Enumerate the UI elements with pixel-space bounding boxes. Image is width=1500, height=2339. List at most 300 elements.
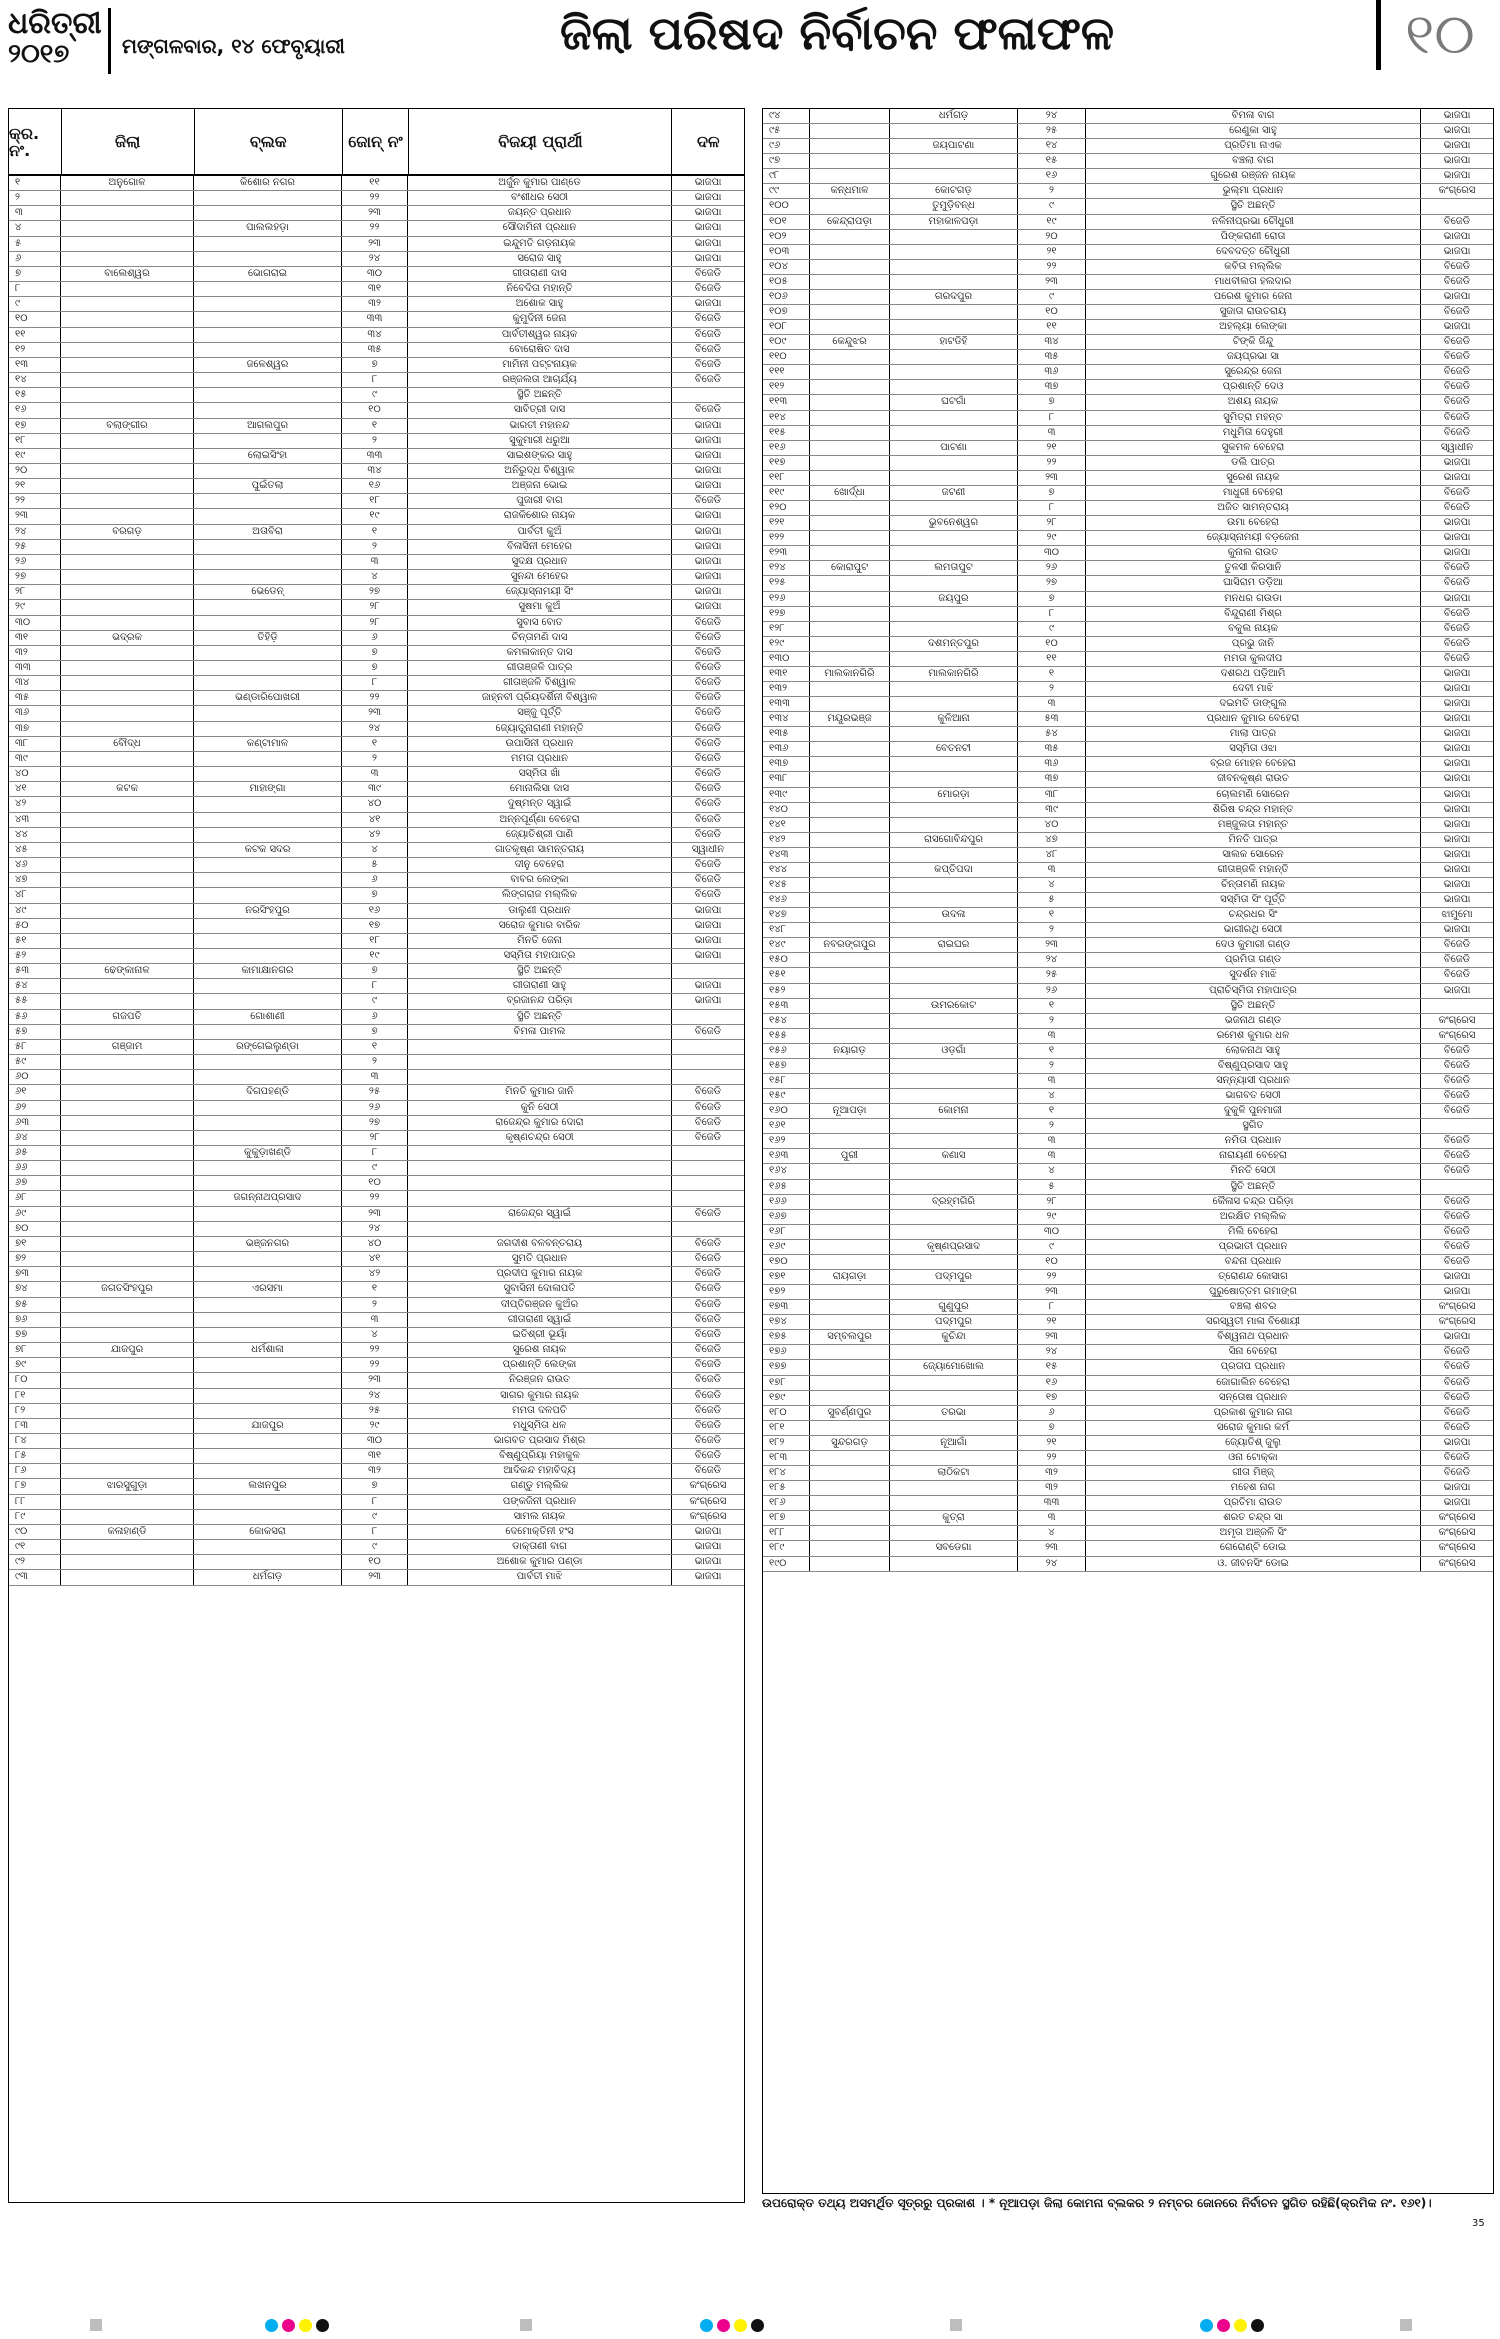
district-cell bbox=[61, 934, 194, 948]
winner-cell: ଓନା ଟୋକ୍କା bbox=[1086, 1451, 1421, 1465]
zone-cell: ୧୦ bbox=[1018, 637, 1086, 651]
party-cell: ଭାଜପା bbox=[1443, 863, 1471, 875]
district-cell bbox=[810, 772, 890, 786]
district-cell bbox=[61, 479, 194, 493]
zone-cell: ୨ bbox=[342, 434, 408, 448]
zone-cell: ୨୬ bbox=[1018, 984, 1086, 998]
serial-cell: ୫ bbox=[9, 237, 61, 251]
block-cell bbox=[194, 328, 342, 342]
district-cell bbox=[810, 456, 890, 470]
winner-cell: ନିବେଦିତା ମହାନ୍ତି bbox=[408, 282, 672, 296]
district-cell bbox=[61, 221, 194, 235]
party-cell: ବିଜେଡି bbox=[694, 1344, 722, 1356]
winner-cell bbox=[408, 1161, 672, 1175]
serial-cell: ୧୫୩ bbox=[763, 999, 810, 1013]
zone-cell: ୧ bbox=[342, 737, 408, 751]
district-cell bbox=[810, 1074, 890, 1088]
zone-cell: ୭ bbox=[342, 661, 408, 675]
district-cell bbox=[61, 540, 194, 554]
winner-cell: ସରୋଜ କୁମାର କର୍ମ bbox=[1086, 1421, 1421, 1435]
registration-marks bbox=[1400, 2318, 1412, 2332]
winner-cell: ସୁରେଶ ନାୟକ bbox=[408, 1343, 672, 1357]
zone-cell: ୨୩ bbox=[1018, 1541, 1086, 1555]
newspaper-logo[interactable] bbox=[8, 8, 108, 72]
winner-cell: ଅନ୍ନପୂର୍ଣ୍ଣା ବେହେରା bbox=[408, 813, 672, 827]
winner-cell: ଭାଗବତ ସେଠୀ bbox=[1086, 1089, 1421, 1103]
block-cell: ଲାଠିକଟା bbox=[890, 1466, 1018, 1480]
party-cell: ବିଜେଡି bbox=[694, 1101, 722, 1113]
winner-cell: ସାଗର କୁମାର ନାୟକ bbox=[408, 1389, 672, 1403]
zone-cell: ୩୯ bbox=[1018, 803, 1086, 817]
block-cell bbox=[890, 1451, 1018, 1465]
table-row bbox=[763, 682, 1493, 697]
table-row bbox=[9, 1070, 744, 1085]
serial-cell: ୬୩ bbox=[9, 1116, 61, 1130]
block-cell bbox=[194, 858, 342, 872]
winner-cell: ଇନ୍ଦୁମତି ଗଡ଼ନାୟକ bbox=[408, 237, 672, 251]
winner-cell: ପ୍ରତିମା ନାଏକ bbox=[1086, 139, 1421, 153]
serial-cell: ୧୮ bbox=[9, 434, 61, 448]
block-cell bbox=[890, 652, 1018, 666]
party-cell: ବିଜେଡି bbox=[694, 752, 722, 764]
district-cell: ରାୟଗଡ଼ା bbox=[810, 1270, 890, 1284]
serial-cell: ୧୬୯ bbox=[763, 1240, 810, 1254]
winner-cell: ଜଗଦୀଶ ବଳବନ୍ତରାୟ bbox=[408, 1237, 672, 1251]
serial-cell: ୬୯ bbox=[9, 1207, 61, 1221]
block-cell: ନରସିଂହପୁର bbox=[194, 904, 342, 918]
table-row bbox=[763, 531, 1493, 546]
winner-cell: ମିନତି ସେଠୀ bbox=[1086, 1164, 1421, 1178]
district-cell bbox=[810, 1376, 890, 1390]
serial-cell: ୮୪ bbox=[9, 1434, 61, 1448]
party-cell bbox=[1421, 199, 1493, 213]
winner-cell: ରମେଶ କୁମାର ଧଳ bbox=[1086, 1029, 1421, 1043]
serial-cell: ୧୨୬ bbox=[763, 592, 810, 606]
party-cell: କଂଗ୍ରେସ bbox=[689, 1510, 727, 1522]
zone-cell: ୮ bbox=[342, 1525, 408, 1539]
party-cell: ବିଜେଡି bbox=[1443, 1195, 1471, 1207]
party-cell: କଂଗ୍ରେସ bbox=[1438, 1316, 1476, 1328]
winner-cell: ଜୀବନକୃଷ୍ଣ ରାଉତ bbox=[1086, 772, 1421, 786]
winner-cell: ଜ୍ୟୋତ୍ସ୍ନାରାଣୀ ମହାନ୍ତି bbox=[408, 722, 672, 736]
block-cell bbox=[194, 873, 342, 887]
table-row bbox=[763, 124, 1493, 139]
zone-cell: ୬ bbox=[342, 631, 408, 645]
table-row bbox=[9, 873, 744, 888]
table-row bbox=[9, 843, 744, 858]
zone-cell: ୩ bbox=[1018, 863, 1086, 877]
cyan-dot bbox=[1200, 2319, 1213, 2332]
table-row bbox=[763, 1360, 1493, 1375]
gray-square bbox=[90, 2319, 102, 2331]
winner-cell: ଲିଙ୍ଗରାଜ ମଲ୍ଲିକ bbox=[408, 888, 672, 902]
district-cell bbox=[61, 237, 194, 251]
zone-cell: ୧୦ bbox=[342, 1555, 408, 1569]
table-row bbox=[9, 358, 744, 373]
block-cell bbox=[194, 813, 342, 827]
table-row bbox=[763, 546, 1493, 561]
district-cell bbox=[61, 1191, 194, 1205]
table-row bbox=[763, 1059, 1493, 1074]
party-cell: ଭାଜପା bbox=[694, 904, 722, 916]
table-row bbox=[9, 1373, 744, 1388]
party-cell: ଭାଜପା bbox=[694, 177, 722, 188]
district-cell bbox=[810, 139, 890, 153]
block-cell: ରଙ୍ଗେଇଲୁଣ୍ଡା bbox=[194, 1040, 342, 1054]
zone-cell: ୪୭ bbox=[1018, 833, 1086, 847]
district-cell bbox=[61, 206, 194, 220]
table-row bbox=[9, 767, 744, 782]
table-row bbox=[9, 1540, 744, 1555]
zone-cell: ୩୩ bbox=[342, 312, 408, 326]
serial-cell: ୧୪୨ bbox=[763, 833, 810, 847]
table-row bbox=[9, 509, 744, 524]
block-cell bbox=[890, 501, 1018, 515]
winner-cell: ନଳିନୀପ୍ରଭା ଚୌଧୁରୀ bbox=[1086, 215, 1421, 229]
party-cell: ଭାଜପା bbox=[694, 949, 722, 961]
party-cell: ବିଜେଡି bbox=[1443, 336, 1471, 348]
zone-cell: ୨ bbox=[1018, 1059, 1086, 1073]
zone-cell: ୪ bbox=[1018, 1164, 1086, 1178]
district-cell bbox=[810, 441, 890, 455]
serial-cell: ୯୮ bbox=[763, 169, 810, 183]
party-cell: ଭାଜପା bbox=[694, 510, 722, 522]
serial-cell: ୨୦ bbox=[9, 464, 61, 478]
winner-cell: ଦେବୀ ମାଝି bbox=[1086, 682, 1421, 696]
winner-cell: ଗଣ୍ଡୁ ମଲ୍ଲିକ bbox=[408, 1479, 672, 1493]
block-cell bbox=[194, 1434, 342, 1448]
table-row bbox=[9, 1116, 744, 1131]
winner-cell: ସୁକୁମାରୀ ଧରୁଆ bbox=[408, 434, 672, 448]
serial-cell: ୫୭ bbox=[9, 1025, 61, 1039]
party-cell: କଂଗ୍ରେସ bbox=[1438, 1029, 1476, 1041]
zone-cell: ୧ bbox=[1018, 999, 1086, 1013]
table-row bbox=[763, 1180, 1493, 1195]
serial-cell: ୧୨୧ bbox=[763, 516, 810, 530]
block-cell bbox=[890, 576, 1018, 590]
winner-cell: ଭାରତୀ ମହାନନ୍ଦ bbox=[408, 419, 672, 433]
block-cell bbox=[194, 919, 342, 933]
serial-cell: ୯୪ bbox=[763, 109, 810, 123]
serial-cell: ୧୩୦ bbox=[763, 652, 810, 666]
block-cell bbox=[194, 994, 342, 1008]
block-cell: ଲମତାପୁଟ bbox=[890, 561, 1018, 575]
zone-cell: ୯ bbox=[342, 994, 408, 1008]
party-cell: ବିଜେଡି bbox=[694, 813, 722, 825]
zone-cell: ୧ bbox=[342, 1040, 408, 1054]
winner-cell: ଦୀପ୍ତିରଞ୍ଜନ କୁଅଁର bbox=[408, 1298, 672, 1312]
table-row bbox=[9, 1570, 744, 1585]
block-cell: କଣ୍ଟାମାଳ bbox=[194, 737, 342, 751]
party-cell: ଭାଜପା bbox=[694, 237, 722, 249]
district-cell bbox=[810, 109, 890, 123]
winner-cell: ସୁରେନ୍ଦ୍ର ଜେନା bbox=[1086, 365, 1421, 379]
serial-cell: ୧୮୦ bbox=[763, 1406, 810, 1420]
zone-cell: ୪୦ bbox=[342, 1237, 408, 1251]
winner-cell: ପ୍ରତାପ ପ୍ରଧାନ bbox=[1086, 1360, 1421, 1374]
winner-cell: ବିଷ୍ଣୁପ୍ରିୟା ମହାକୁଳ bbox=[408, 1449, 672, 1463]
zone-cell: ୨୨ bbox=[342, 191, 408, 205]
winner-cell: ବୋରୋଷିତ ଦାସ bbox=[408, 343, 672, 357]
winner-cell bbox=[408, 1191, 672, 1205]
zone-cell: ୧୯ bbox=[342, 509, 408, 523]
table-row bbox=[763, 1496, 1493, 1511]
zone-cell: ୨୨ bbox=[1018, 1270, 1086, 1284]
block-cell bbox=[890, 546, 1018, 560]
block-cell bbox=[194, 1161, 342, 1175]
winner-cell: ସୁକମଳ ବେହେରା bbox=[1086, 441, 1421, 455]
table-row bbox=[763, 803, 1493, 818]
winner-cell: ସ୍ଥିତି ଅଛନ୍ତି bbox=[1086, 999, 1421, 1013]
district-cell bbox=[810, 1526, 890, 1540]
block-cell bbox=[890, 984, 1018, 998]
winner-cell: ଚୋଲମଣି ସୋରେନ bbox=[1086, 788, 1421, 802]
zone-cell: ୩୦ bbox=[342, 1434, 408, 1448]
table-row bbox=[9, 1389, 744, 1404]
serial-cell: ୧୭୬ bbox=[763, 1345, 810, 1359]
block-cell: ଭଞ୍ଜନଗର bbox=[194, 1237, 342, 1251]
serial-cell: ୫୦ bbox=[9, 919, 61, 933]
party-cell: ଭାଜପା bbox=[1443, 682, 1471, 694]
block-cell: ମୋରଡ଼ା bbox=[890, 788, 1018, 802]
table-row bbox=[9, 1146, 744, 1161]
winner-cell: ଗୀତାଞ୍ଜଳି ପାତ୍ର bbox=[408, 661, 672, 675]
block-cell bbox=[890, 803, 1018, 817]
winner-cell: ଚିନ୍ତାମଣି ଦାସ bbox=[408, 631, 672, 645]
serial-cell: ୧୩ bbox=[9, 358, 61, 372]
serial-cell: ୧୨୩ bbox=[763, 546, 810, 560]
block-cell bbox=[890, 275, 1018, 289]
winner-cell: ପ୍ରଭାତୀ ପ୍ରଧାନ bbox=[1086, 1240, 1421, 1254]
party-cell: ବିଜେଡି bbox=[1443, 1406, 1471, 1418]
party-cell: ବିଜେଡି bbox=[1443, 1210, 1471, 1222]
party-cell: ଭାଜପା bbox=[1443, 125, 1471, 137]
block-cell bbox=[194, 343, 342, 357]
party-cell: ବିଜେଡି bbox=[694, 358, 722, 370]
party-cell: ଭାଜପା bbox=[694, 586, 722, 598]
winner-cell: ଜ୍ୟୋସ୍ନାମୟୀ ସିଂ bbox=[408, 585, 672, 599]
table-row bbox=[763, 441, 1493, 456]
table-row bbox=[9, 1313, 744, 1328]
district-cell bbox=[61, 888, 194, 902]
district-cell: ମାଲକାନଗିରି bbox=[810, 667, 890, 681]
table-row bbox=[9, 1449, 744, 1464]
table-row bbox=[9, 1525, 744, 1540]
block-cell bbox=[194, 676, 342, 690]
winner-cell: ଶିରିଷ ଚନ୍ଦ୍ର ମହାନ୍ତ bbox=[1086, 803, 1421, 817]
serial-cell: ୫୬ bbox=[9, 1010, 61, 1024]
zone-cell: ୧୭ bbox=[342, 919, 408, 933]
zone-cell: ୩ bbox=[1018, 1511, 1086, 1525]
block-cell bbox=[194, 722, 342, 736]
winner-cell: ମିନତି ଜେନା bbox=[408, 934, 672, 948]
district-cell bbox=[61, 1419, 194, 1433]
party-cell: ବିଜେଡି bbox=[694, 1268, 722, 1280]
block-cell bbox=[194, 1495, 342, 1509]
winner-cell bbox=[408, 1070, 672, 1084]
district-cell bbox=[61, 600, 194, 614]
district-cell bbox=[61, 1510, 194, 1524]
zone-cell: ୫ bbox=[1018, 1180, 1086, 1194]
winner-cell: ସନ୍ତୋଷ ପ୍ରଧାନ bbox=[1086, 1391, 1421, 1405]
gray-square bbox=[1400, 2319, 1412, 2331]
block-cell: ଧର୍ମଗଡ଼ bbox=[194, 1570, 342, 1584]
district-cell bbox=[61, 661, 194, 675]
serial-cell: ୧୦ bbox=[9, 312, 61, 326]
block-cell bbox=[890, 1255, 1018, 1269]
table-row bbox=[763, 350, 1493, 365]
table-row bbox=[9, 1131, 744, 1146]
district-cell bbox=[810, 1255, 890, 1269]
winner-cell: ମମତା ପ୍ରଧାନ bbox=[408, 752, 672, 766]
winner-cell: ସାବିତ୍ରୀ ଦାସ bbox=[408, 403, 672, 417]
zone-cell: ୨୨ bbox=[1018, 1451, 1086, 1465]
party-cell bbox=[1421, 999, 1493, 1013]
party-cell: ବିଜେଡି bbox=[694, 1237, 722, 1249]
serial-cell: ୧୫୦ bbox=[763, 953, 810, 967]
serial-cell: ୧୦୬ bbox=[763, 290, 810, 304]
winner-cell: ଗୀତାରାଣୀ ସ୍ୱାଇଁ bbox=[408, 1313, 672, 1327]
table-row bbox=[763, 1315, 1493, 1330]
serial-cell: ୧୬ bbox=[9, 403, 61, 417]
table-row bbox=[763, 607, 1493, 622]
table-row bbox=[9, 312, 744, 327]
serial-cell: ୬୭ bbox=[9, 1176, 61, 1190]
winner-cell: ଗୀତାରାଣୀ ସାହୁ bbox=[408, 979, 672, 993]
district-cell: ନୂଆପଡ଼ା bbox=[810, 1104, 890, 1118]
block-cell bbox=[194, 1389, 342, 1403]
zone-cell: ୩ bbox=[342, 1070, 408, 1084]
district-cell bbox=[810, 1300, 890, 1314]
zone-cell: ୨୨ bbox=[342, 1191, 408, 1205]
zone-cell: ୨୨ bbox=[342, 221, 408, 235]
party-cell: ଭାଜପା bbox=[1443, 788, 1471, 800]
party-cell: ବିଜେଡି bbox=[694, 874, 722, 886]
district-cell: ଗଞ୍ଜାମ bbox=[61, 1040, 194, 1054]
block-cell bbox=[194, 752, 342, 766]
party-cell: ଭାଜପା bbox=[694, 222, 722, 234]
party-cell: ବିଜେଡି bbox=[1443, 381, 1471, 393]
party-cell: ବିଜେଡି bbox=[1443, 622, 1471, 634]
table-row bbox=[9, 782, 744, 797]
masthead bbox=[0, 0, 1500, 82]
zone-cell: ୪୮ bbox=[1018, 848, 1086, 862]
block-cell bbox=[194, 1207, 342, 1221]
party-cell: ବିଜେଡି bbox=[1443, 215, 1471, 227]
district-cell bbox=[810, 124, 890, 138]
serial-cell: ୩୬ bbox=[9, 706, 61, 720]
zone-cell: ୨୩ bbox=[342, 706, 408, 720]
zone-cell: ୨୪ bbox=[1018, 1345, 1086, 1359]
block-cell bbox=[890, 607, 1018, 621]
block-cell bbox=[194, 1358, 342, 1372]
table-row bbox=[763, 199, 1493, 214]
serial-cell: ୧୮୯ bbox=[763, 1541, 810, 1555]
table-row bbox=[9, 676, 744, 691]
district-cell bbox=[61, 676, 194, 690]
table-row bbox=[9, 616, 744, 631]
block-cell bbox=[890, 350, 1018, 364]
party-cell: ଭାଜପା bbox=[1443, 547, 1471, 559]
table-row bbox=[763, 1270, 1493, 1285]
party-cell: ଭାଜପା bbox=[694, 1571, 722, 1583]
page-folio: 35 bbox=[1472, 2218, 1485, 2229]
winner-cell: କବିତା ମଲ୍ଲିକ bbox=[1086, 260, 1421, 274]
party-cell: ଭାଜପା bbox=[694, 601, 722, 613]
winner-cell: ସୁଦର୍ଶନ ମାଝି bbox=[1086, 968, 1421, 982]
block-cell bbox=[194, 297, 342, 311]
winner-cell: ବକୁଲ ନାୟକ bbox=[1086, 622, 1421, 636]
serial-cell: ୧୫୪ bbox=[763, 1014, 810, 1028]
table-row bbox=[9, 191, 744, 206]
block-cell bbox=[194, 1373, 342, 1387]
district-cell bbox=[810, 833, 890, 847]
serial-cell: ୧୬୫ bbox=[763, 1180, 810, 1194]
zone-cell: ୧୦ bbox=[1018, 305, 1086, 319]
zone-cell: ୨୬ bbox=[342, 1101, 408, 1115]
serial-cell: ୭୭ bbox=[9, 1328, 61, 1342]
zone-cell: ୩୮ bbox=[1018, 788, 1086, 802]
table-row bbox=[9, 1101, 744, 1116]
block-cell bbox=[194, 1510, 342, 1524]
page-title: ଜିଲା ପରିଷଦ ନିର୍ବାଚନ ଫଳାଫଳ bbox=[560, 6, 1115, 60]
district-cell bbox=[810, 245, 890, 259]
party-cell: ସ୍ୱାଧୀନ bbox=[691, 843, 725, 855]
zone-cell: ୮ bbox=[1018, 411, 1086, 425]
winner-cell: ପୁଜାରୀ ବାଗ bbox=[408, 494, 672, 508]
winner-cell: ଡାଲୁଣୀ ପ୍ରଧାନ bbox=[408, 904, 672, 918]
winner-cell: ସାଲକ ସୋରେନ bbox=[1086, 848, 1421, 862]
party-cell: ଭାଜପା bbox=[1443, 713, 1471, 725]
block-cell: ନୂଆଗାଁ bbox=[890, 1436, 1018, 1450]
winner-cell: ଶରତ ଚନ୍ଦ୍ର ସା bbox=[1086, 1511, 1421, 1525]
district-cell: ଗଜପତି bbox=[61, 1010, 194, 1024]
district-cell bbox=[61, 403, 194, 417]
zone-cell: ୩୦ bbox=[342, 267, 408, 281]
winner-cell: ଗୀତାଞ୍ଜଳି ବିଶ୍ୱାଳ bbox=[408, 676, 672, 690]
district-cell bbox=[810, 426, 890, 440]
party-cell: ବିଜେଡି bbox=[694, 328, 722, 340]
zone-cell: ୫ bbox=[342, 858, 408, 872]
zone-cell: ୫ bbox=[1018, 893, 1086, 907]
block-cell: ସବଡେଗା bbox=[890, 1541, 1018, 1555]
table-row bbox=[9, 419, 744, 434]
winner-cell: ମମତା କୁଲଦୀପ bbox=[1086, 652, 1421, 666]
table-row bbox=[9, 1161, 744, 1176]
serial-cell: ୪୬ bbox=[9, 858, 61, 872]
table-row bbox=[9, 737, 744, 752]
district-cell bbox=[810, 1029, 890, 1043]
zone-cell: ୧୪ bbox=[1018, 139, 1086, 153]
table-row bbox=[763, 1376, 1493, 1391]
party-cell: ବିଜେଡି bbox=[1443, 562, 1471, 574]
party-cell bbox=[672, 1070, 744, 1084]
zone-cell: ୧୬ bbox=[1018, 1376, 1086, 1390]
serial-cell: ୪୩ bbox=[9, 813, 61, 827]
party-cell: ଭାଜପା bbox=[1443, 230, 1471, 242]
block-cell bbox=[194, 1540, 342, 1554]
zone-cell: ୧ bbox=[1018, 1104, 1086, 1118]
zone-cell: ୨୨ bbox=[342, 1358, 408, 1372]
winner-cell: ଗୀତାରାଣୀ ଦାସ bbox=[408, 267, 672, 281]
winner-cell: ସାମଲ ନାୟକ bbox=[408, 1510, 672, 1524]
district-cell bbox=[810, 1345, 890, 1359]
zone-cell: ୧ bbox=[1018, 1044, 1086, 1058]
district-cell bbox=[61, 1146, 194, 1160]
party-cell: ଭାଜପା bbox=[1443, 894, 1471, 906]
zone-cell: ୩୩ bbox=[342, 449, 408, 463]
table-row bbox=[763, 652, 1493, 667]
